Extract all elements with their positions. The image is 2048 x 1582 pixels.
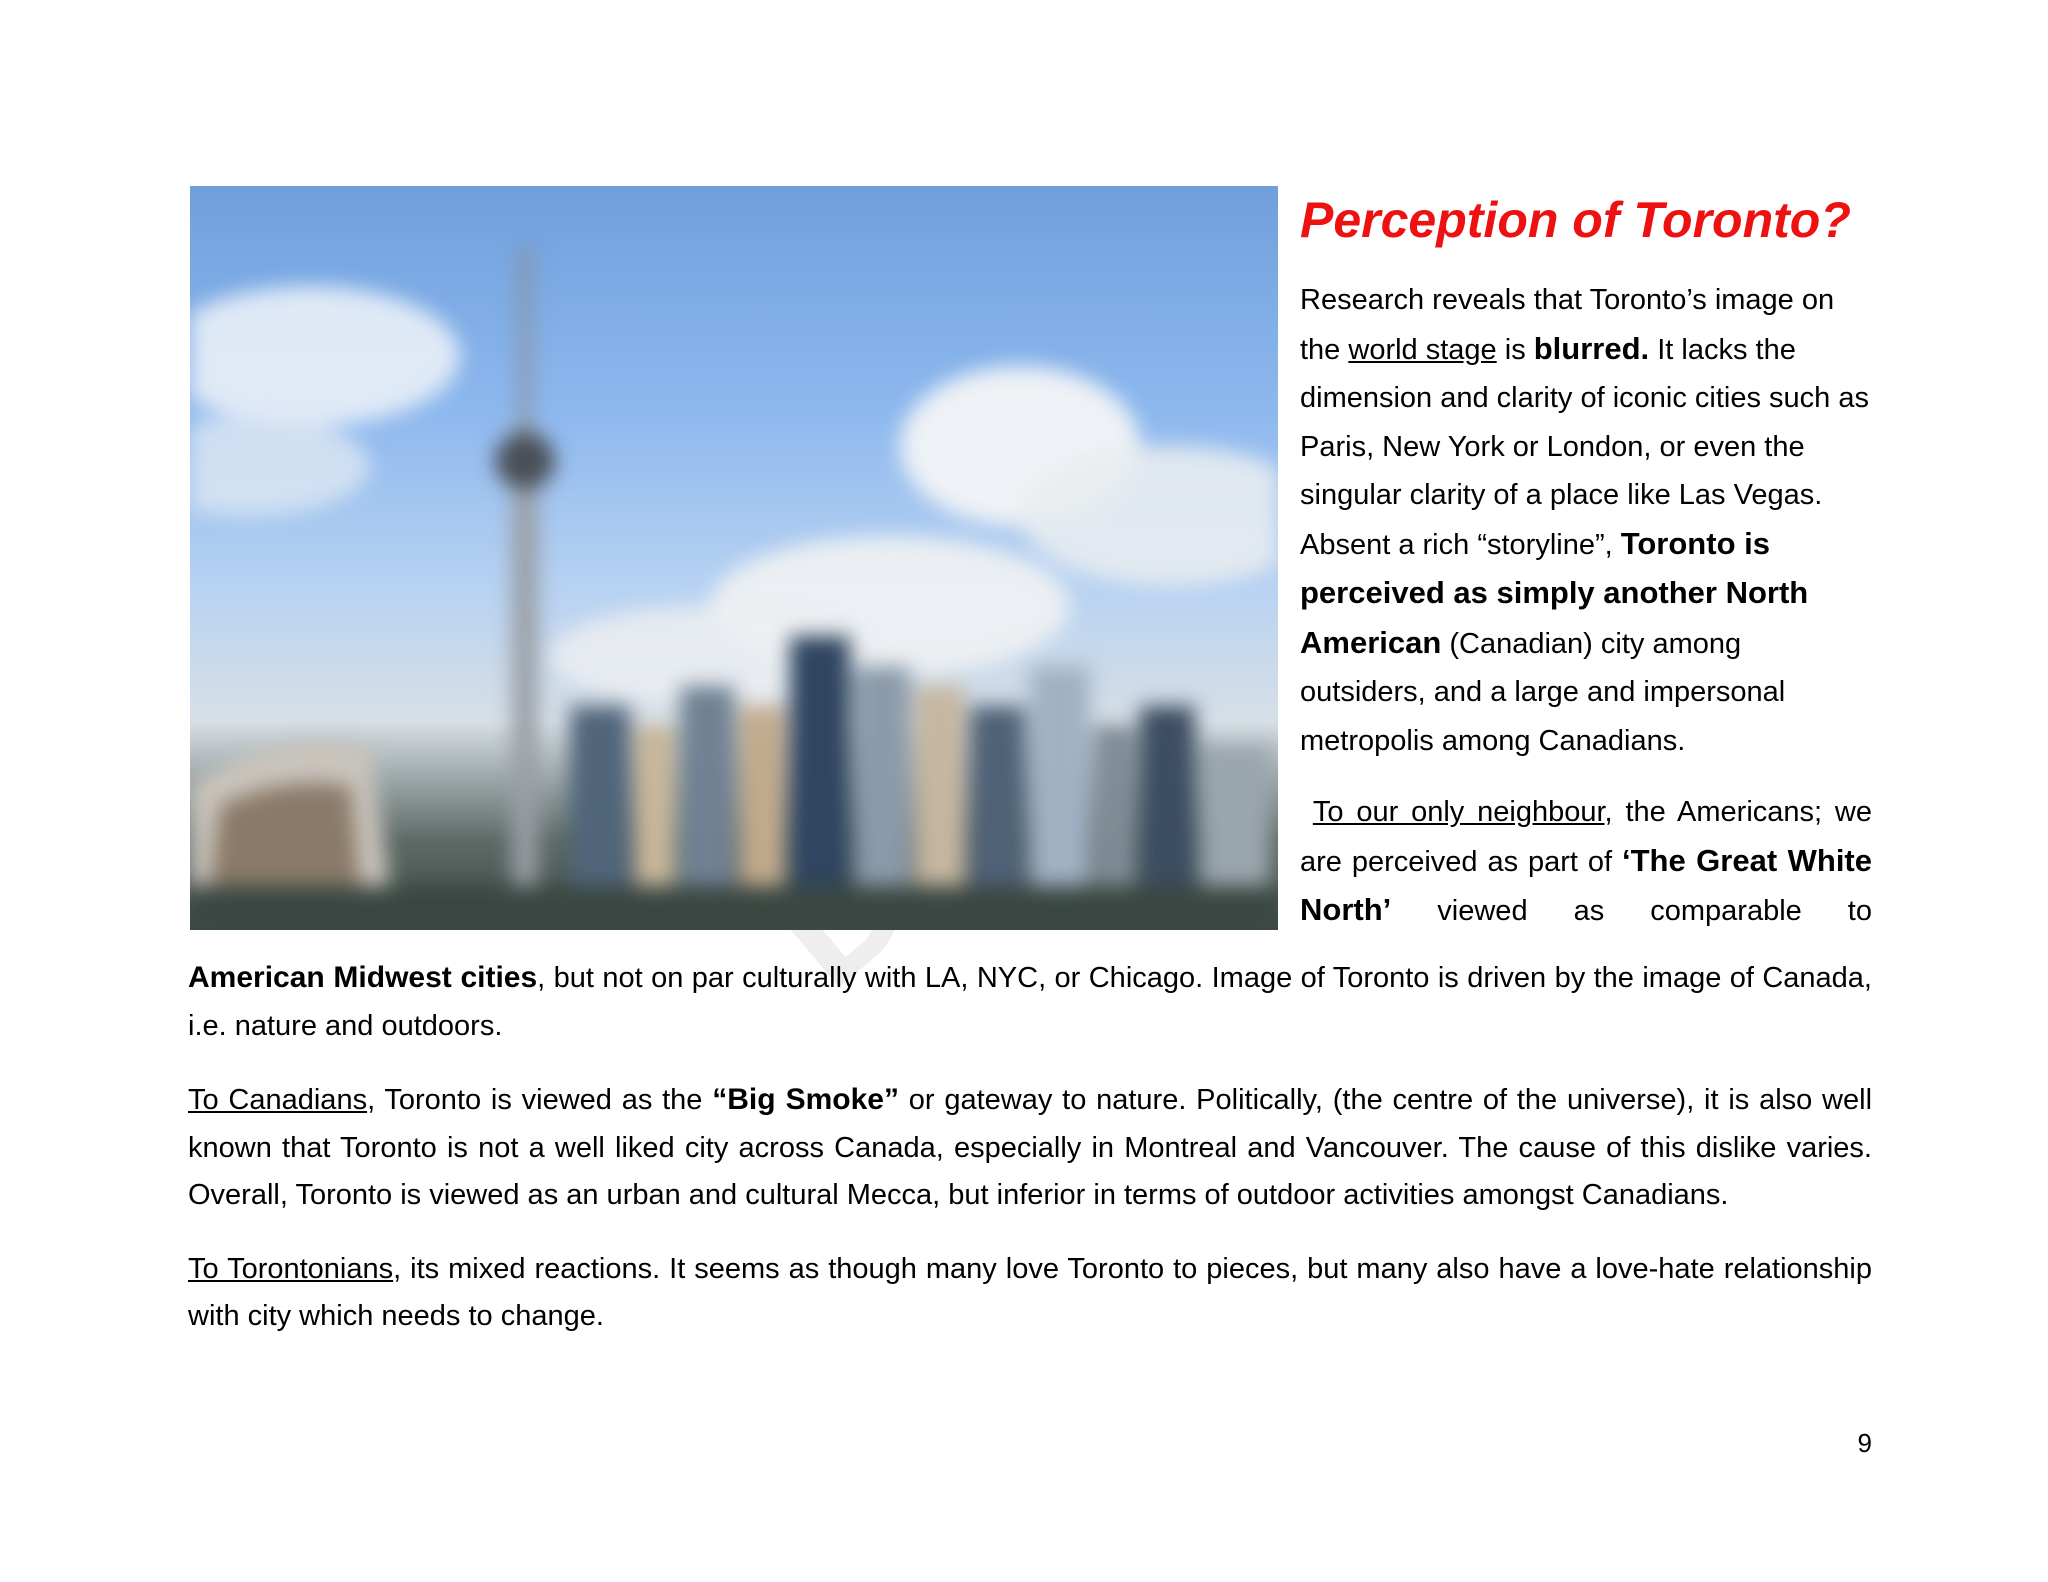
paragraph-americans-start (1300, 788, 1872, 936)
text-run: (Canadian) city among outsiders, and a large and impersonal metropolis among Canadians. (1300, 627, 1786, 757)
bold-phrase: ‘The Great White North’ (1300, 842, 1872, 927)
text-run: Research reveals that Toronto’s image on the (1300, 284, 1835, 366)
paragraph-world-stage (1300, 276, 1872, 765)
paragraph-torontonians (188, 1246, 1872, 1341)
underlined-phrase: To our only neighbour, (1312, 796, 1613, 828)
underlined-phrase: To Torontonians (188, 1252, 394, 1285)
paragraph-canadians (188, 1076, 1872, 1220)
text-run: , but not on par culturally with LA, NYC, or Chicago. Image of Toronto is driven by the image of Canada, i.e. nature and outdoors. (188, 962, 1872, 1042)
toronto-skyline-photo (190, 186, 1278, 930)
text-run: the Americans; we are perceived as part of (1300, 796, 1873, 878)
skyline-illustration (190, 186, 1278, 930)
text-run: , Toronto is viewed as the (367, 1084, 713, 1116)
right-column (1300, 186, 1872, 936)
text-run: , its mixed reactions. It seems as though many love Toronto to pieces, but many also have a love-hate relationship with city which needs to change. (188, 1252, 1873, 1332)
text-run: It lacks the dimension and clarity of iconic cities such as Paris, New York or London, or even the singular clarity of a place like Las Vegas. Absent a rich “storyline”, (1300, 333, 1869, 561)
underlined-phrase: world stage (1348, 333, 1497, 366)
text-run: or gateway to nature. Politically, (the centre of the universe), it is also well known that Toronto is not a well liked city across Canada, especially in Montreal and Vancouver. The cause of this dislike varies. Overall, Toronto is viewed as an urban and cultural Mecca, but inferior in terms of outdoor activities amongst Canadians. (188, 1084, 1873, 1211)
text-run: viewed as comparable to (1391, 895, 1872, 927)
underlined-phrase: To Canadians (188, 1084, 368, 1116)
page-number: 9 (1857, 1428, 1872, 1458)
bold-phrase: Toronto is perceived as simply another North American (1300, 525, 1809, 660)
text-run: is (1496, 333, 1534, 366)
paragraph-americans-continued (188, 954, 1872, 1050)
full-width-text (188, 954, 1872, 1341)
page-title: Perception of Toronto? (1300, 192, 1851, 248)
bold-phrase: American Midwest cities (188, 961, 538, 994)
bold-phrase: “Big Smoke” (712, 1083, 899, 1116)
bold-phrase: blurred. (1533, 330, 1650, 366)
